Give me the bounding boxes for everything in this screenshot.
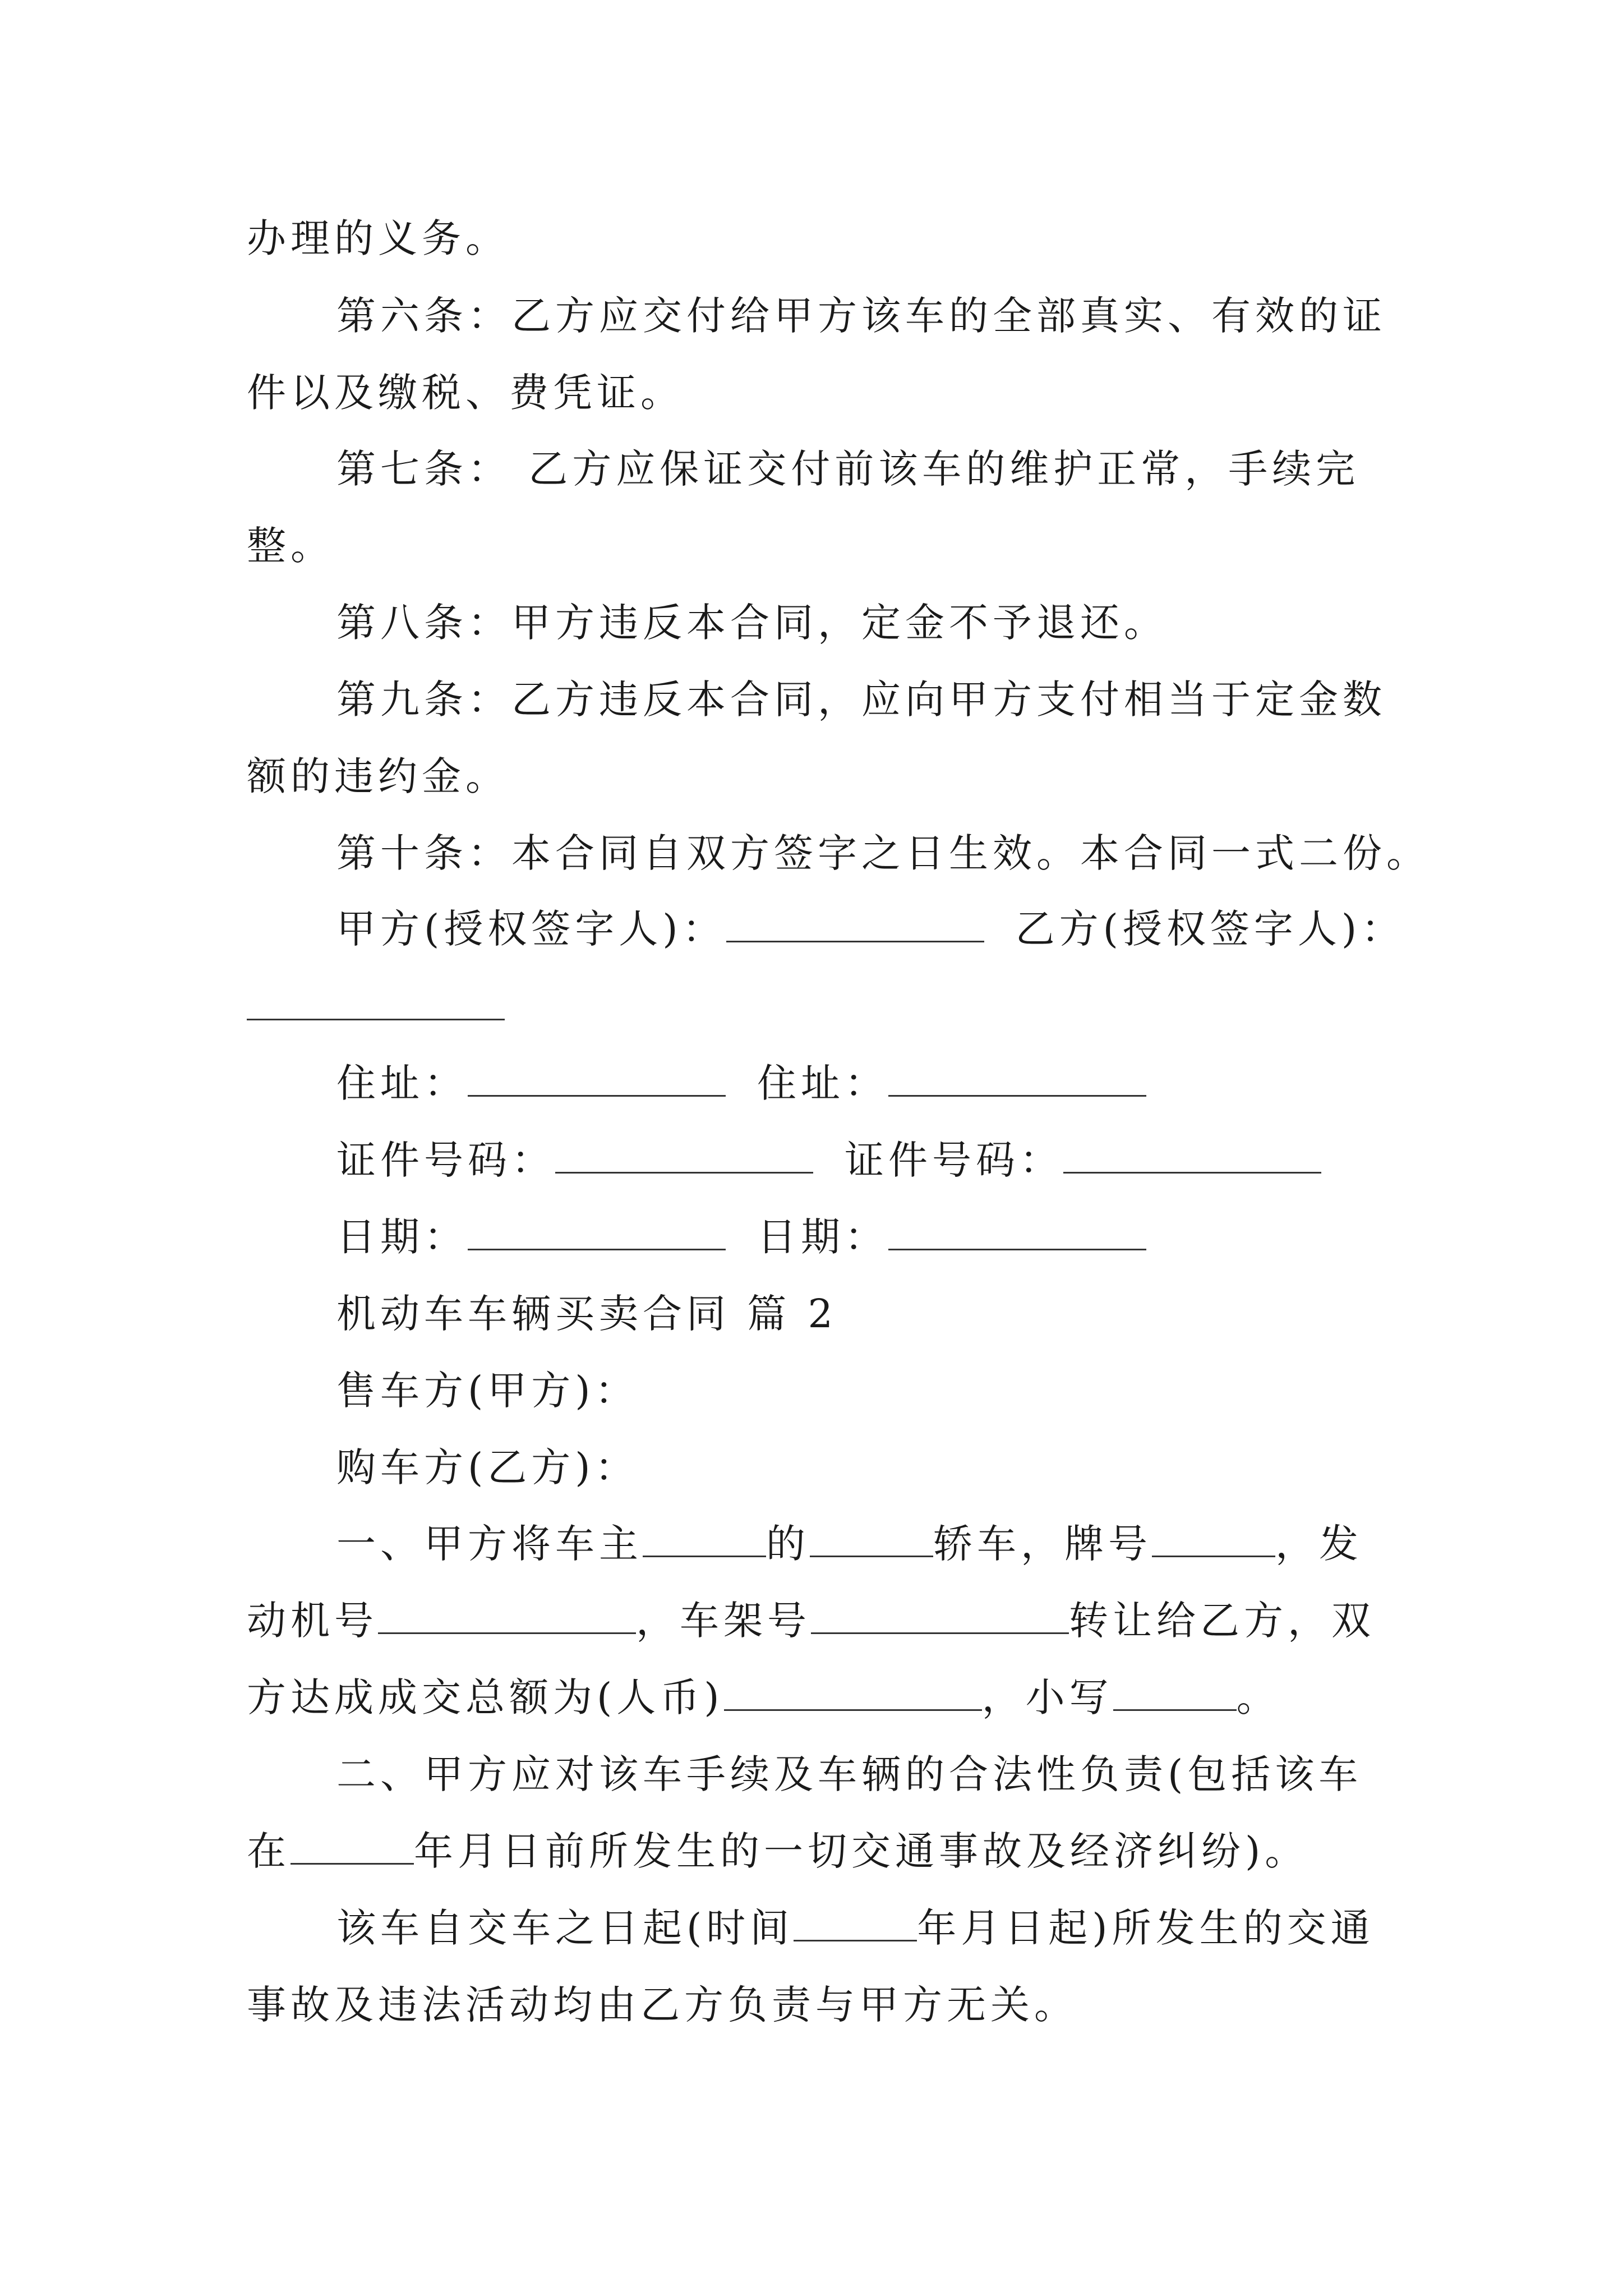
- clause-3-line-2: 事故及违法活动均由乙方负责与甲方无关。: [247, 1982, 1078, 2028]
- article-6: 第六条：乙方应交付给甲方该车的全部真实、有效的证: [336, 293, 1386, 339]
- clause-text: 的: [766, 1521, 810, 1567]
- clause-text: ，发: [1275, 1521, 1363, 1567]
- party-b-id-blank[interactable]: [1063, 1137, 1321, 1174]
- party-a-address-label: 住址：: [336, 1060, 468, 1106]
- seller-line: 售车方(甲方)：: [336, 1368, 639, 1414]
- clause-text: 在: [247, 1828, 291, 1874]
- party-a-date-blank[interactable]: [468, 1214, 726, 1250]
- clause-text: 。: [1236, 1674, 1280, 1720]
- address-line: [336, 1052, 1475, 1114]
- party-a-label: 甲方(授权签字人)：: [336, 906, 726, 952]
- owner-blank[interactable]: [643, 1521, 766, 1557]
- party-b-address-blank[interactable]: [888, 1060, 1146, 1097]
- clause-text: 轿车，牌号: [933, 1521, 1152, 1567]
- year-blank[interactable]: [291, 1828, 414, 1865]
- buyer-line: 购车方(乙方)：: [336, 1444, 639, 1490]
- clause-text: 年月日起)所发生的交通: [917, 1905, 1375, 1951]
- article-8: 第八条：甲方违反本合同，定金不予退还。: [336, 600, 1168, 646]
- party-a-id-label: 证件号码：: [336, 1137, 555, 1183]
- clause-text: 一、甲方将车主: [336, 1521, 643, 1567]
- party-a-id-blank[interactable]: [555, 1137, 813, 1174]
- party-b-signature-line: [247, 976, 1385, 1038]
- id-number-line: [336, 1129, 1475, 1191]
- signature-party-line: [336, 898, 1475, 960]
- article-10: 第十条：本合同自双方签字之日生效。本合同一式二份。: [336, 830, 1430, 876]
- clause-text: ，车架号: [636, 1598, 811, 1644]
- plate-number-blank[interactable]: [1152, 1521, 1275, 1557]
- amount-figures-blank[interactable]: [1113, 1674, 1237, 1711]
- frame-number-blank[interactable]: [811, 1598, 1069, 1634]
- party-b-id-label: 证件号码：: [845, 1137, 1063, 1183]
- engine-number-blank[interactable]: [378, 1598, 636, 1634]
- paragraph-line: 整。: [247, 523, 334, 569]
- paragraph-line: 额的违约金。: [247, 753, 509, 799]
- party-a-address-blank[interactable]: [468, 1060, 726, 1097]
- clause-3-line-1: [336, 1897, 1475, 1959]
- section-2-title: 机动车车辆买卖合同 篇 2: [336, 1291, 838, 1337]
- clause-text: 转让给乙方，双: [1069, 1598, 1375, 1644]
- party-b-signature-blank[interactable]: [247, 984, 505, 1020]
- clause-2-line-1: 二、甲方应对该车手续及车辆的合法性负责(包括该车: [336, 1751, 1363, 1797]
- article-7: 第七条： 乙方应保证交付前该车的维护正常，手续完: [336, 446, 1360, 492]
- clause-1-line-1: [336, 1513, 1475, 1575]
- clause-2-line-2: [247, 1820, 1385, 1882]
- paragraph-line: 办理的义务。: [247, 215, 509, 261]
- party-b-address-label: 住址：: [757, 1060, 888, 1106]
- clause-text: ，小写: [981, 1674, 1113, 1720]
- party-b-label: 乙方(授权签字人)：: [1015, 906, 1405, 952]
- article-9: 第九条：乙方违反本合同，应向甲方支付相当于定金数: [336, 677, 1386, 723]
- car-model-blank[interactable]: [810, 1521, 933, 1557]
- party-a-date-label: 日期：: [336, 1214, 468, 1260]
- paragraph-line: 件以及缴税、费凭证。: [247, 370, 684, 416]
- clause-1-line-3: [247, 1667, 1385, 1728]
- clause-text: 该车自交车之日起(时间: [336, 1905, 794, 1951]
- clause-text: 年月日前所发生的一切交通事故及经济纠纷)。: [414, 1828, 1309, 1874]
- clause-text: 动机号: [247, 1598, 378, 1644]
- total-amount-blank[interactable]: [724, 1674, 982, 1711]
- party-a-signature-blank[interactable]: [726, 906, 984, 942]
- clause-1-line-2: [247, 1590, 1385, 1651]
- clause-text: 方达成成交总额为(人币): [247, 1674, 724, 1720]
- party-b-date-label: 日期：: [757, 1214, 888, 1260]
- handover-year-blank[interactable]: [794, 1905, 917, 1941]
- party-b-date-blank[interactable]: [888, 1214, 1146, 1250]
- date-line: [336, 1206, 1475, 1268]
